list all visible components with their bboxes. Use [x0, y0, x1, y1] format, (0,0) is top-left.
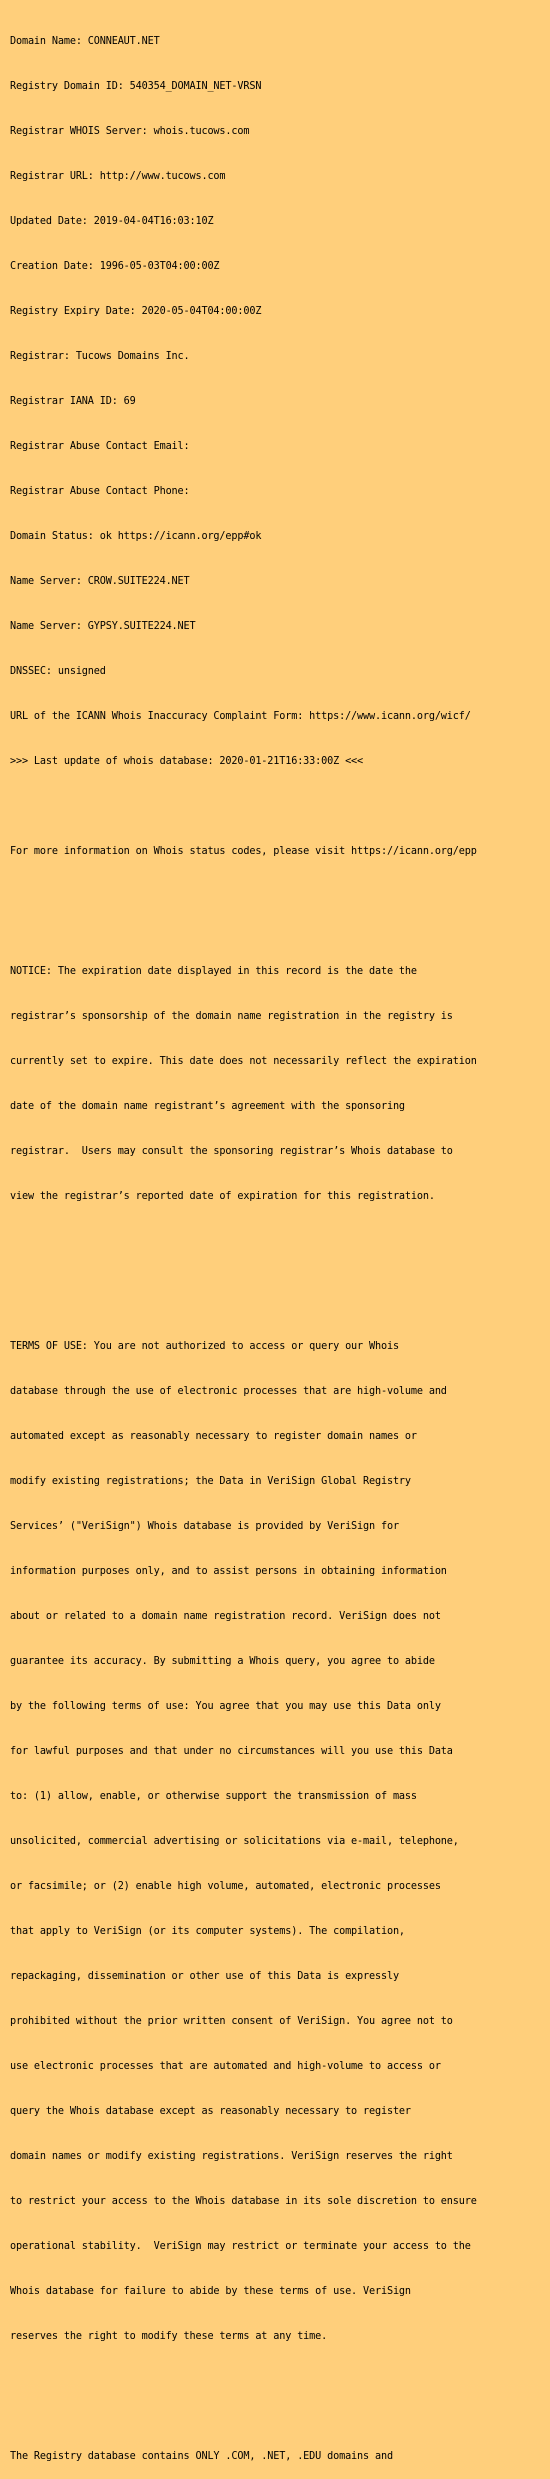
blank-line [10, 889, 546, 904]
notice-line: NOTICE: The expiration date displayed in this record is the date the [10, 966, 417, 977]
terms-line: prohibited without the prior written consent of VeriSign. You agree not to [10, 2016, 453, 2027]
registry-domain-id-line: Registry Domain ID: 540354_DOMAIN_NET-VRSN [10, 81, 262, 92]
terms-line: about or related to a domain name registration record. VeriSign does not [10, 1611, 441, 1622]
registrar-line: Registrar: Tucows Domains Inc. [10, 351, 190, 362]
notice-line: registrar’s sponsorship of the domain name registration in the registry is [10, 1011, 453, 1022]
icann-complaint-line: URL of the ICANN Whois Inaccuracy Complaint Form: https://www.icann.org/wicf/ [10, 711, 471, 722]
terms-line: guarantee its accuracy. By submitting a Whois query, you agree to abide [10, 1656, 435, 1667]
notice-line: view the registrar’s reported date of expiration for this registration. [10, 1191, 435, 1202]
terms-line: automated except as reasonably necessary to register domain names or [10, 1431, 417, 1442]
registrar-whois-server-line: Registrar WHOIS Server: whois.tucows.com [10, 126, 250, 137]
terms-line: information purposes only, and to assist persons in obtaining information [10, 1566, 447, 1577]
notice-line: currently set to expire. This date does not necessarily reflect the expiration [10, 1056, 477, 1067]
blank-line [10, 1264, 546, 1279]
terms-line: repackaging, dissemination or other use of this Data is expressly [10, 1971, 399, 1982]
blank-line [10, 799, 546, 814]
terms-line: Whois database for failure to abide by these terms of use. VeriSign [10, 2286, 411, 2297]
terms-line: operational stability. VeriSign may restrict or terminate your access to the [10, 2241, 471, 2252]
domain-name-line: Domain Name: CONNEAUT.NET [10, 36, 160, 47]
domain-status-line: Domain Status: ok https://icann.org/epp#ok [10, 531, 262, 542]
terms-line: TERMS OF USE: You are not authorized to access or query our Whois [10, 1341, 399, 1352]
dnssec-line: DNSSEC: unsigned [10, 666, 106, 677]
terms-line: that apply to VeriSign (or its computer systems). The compilation, [10, 1926, 405, 1937]
whois-record [10, 4, 546, 2479]
terms-of-use-paragraph [10, 1309, 546, 2374]
terms-line: Services’ ("VeriSign") Whois database is provided by VeriSign for [10, 1521, 399, 1532]
notice-line: registrar. Users may consult the sponsoring registrar’s Whois database to [10, 1146, 453, 1157]
terms-line: unsolicited, commercial advertising or solicitations via e-mail, telephone, [10, 1836, 459, 1847]
registrar-url-line: Registrar URL: http://www.tucows.com [10, 171, 226, 182]
terms-line: to: (1) allow, enable, or otherwise support the transmission of mass [10, 1791, 417, 1802]
terms-line: query the Whois database except as reasonably necessary to register [10, 2106, 411, 2117]
expiry-date-line: Registry Expiry Date: 2020-05-04T04:00:00Z [10, 306, 262, 317]
terms-line: modify existing registrations; the Data in VeriSign Global Registry [10, 1476, 411, 1487]
terms-line: domain names or modify existing registrations. VeriSign reserves the right [10, 2151, 453, 2162]
registry-note-line: The Registry database contains ONLY .COM, .NET, .EDU domains and [10, 2451, 393, 2462]
abuse-email-line: Registrar Abuse Contact Email: [10, 441, 190, 452]
name-server-line: Name Server: CROW.SUITE224.NET [10, 576, 190, 587]
terms-line: to restrict your access to the Whois database in its sole discretion to ensure [10, 2196, 477, 2207]
terms-line: reserves the right to modify these terms at any time. [10, 2331, 328, 2342]
terms-line: database through the use of electronic processes that are high-volume and [10, 1386, 447, 1397]
notice-line: date of the domain name registrant’s agreement with the sponsoring [10, 1101, 405, 1112]
creation-date-line: Creation Date: 1996-05-03T04:00:00Z [10, 261, 220, 272]
updated-date-line: Updated Date: 2019-04-04T16:03:10Z [10, 216, 214, 227]
blank-line [10, 2404, 546, 2419]
terms-line: for lawful purposes and that under no circumstances will you use this Data [10, 1746, 453, 1757]
abuse-phone-line: Registrar Abuse Contact Phone: [10, 486, 190, 497]
terms-line: or facsimile; or (2) enable high volume, automated, electronic processes [10, 1881, 441, 1892]
registrar-iana-id-line: Registrar IANA ID: 69 [10, 396, 136, 407]
notice-paragraph [10, 934, 546, 1234]
name-server-line: Name Server: GYPSY.SUITE224.NET [10, 621, 196, 632]
status-info-line: For more information on Whois status codes, please visit https://icann.org/epp [10, 846, 477, 857]
terms-line: by the following terms of use: You agree that you may use this Data only [10, 1701, 441, 1712]
terms-line: use electronic processes that are automated and high-volume to access or [10, 2061, 441, 2072]
last-update-line: >>> Last update of whois database: 2020-01-21T16:33:00Z <<< [10, 756, 364, 767]
